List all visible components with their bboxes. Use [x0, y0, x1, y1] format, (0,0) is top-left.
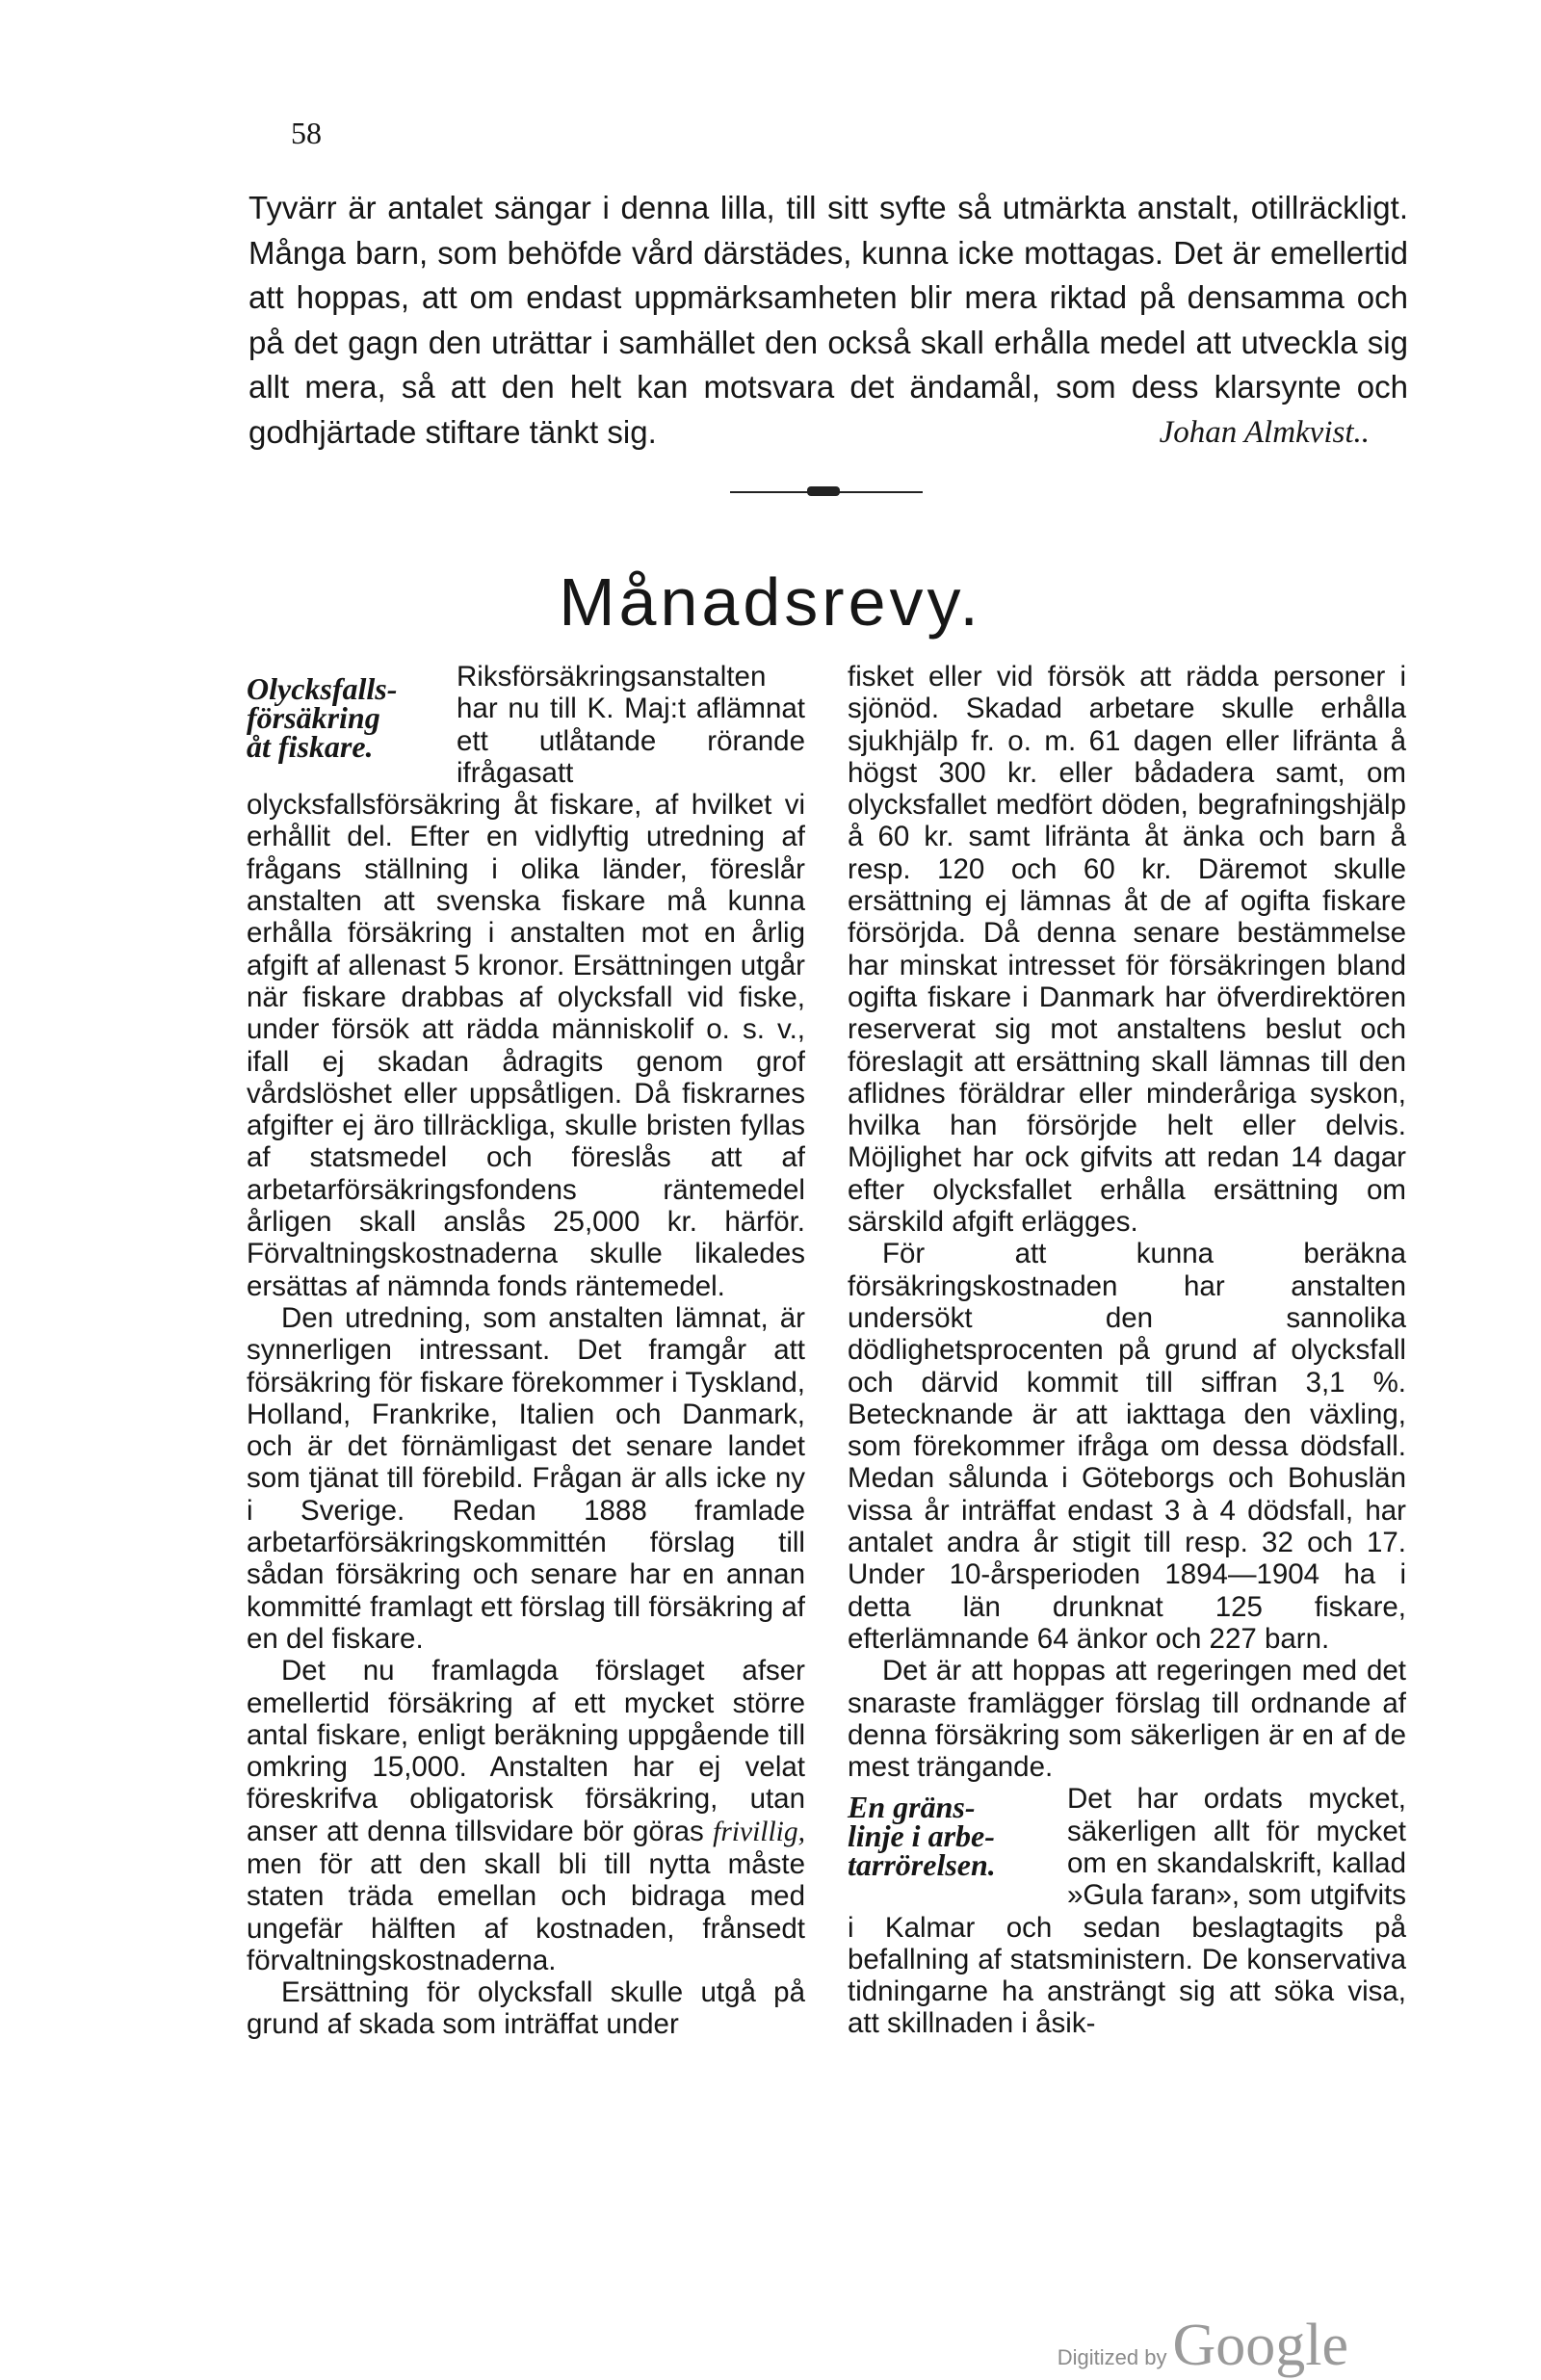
emphasis-text: frivillig, — [713, 1816, 805, 1847]
signature: Johan Almkvist.. — [1159, 415, 1370, 450]
sidenote-line: Olycksfalls- — [247, 671, 398, 706]
paragraph-text: Det nu framlagda förslaget afser emellertid försäkring af ett mycket större antal fiskare, enligt beräkning uppgående till omkring 15,000. Anstalten har ej velat föreskrifva obligatorisk försäkring, utan anser att denna tillsvidare bör göras — [247, 1655, 805, 1847]
section-heading: Månadsrevy. — [559, 564, 982, 640]
watermark-lead: Digitized by — [1057, 2345, 1167, 2369]
sidenote-line: åt fiskare. — [247, 729, 374, 764]
paragraph — [247, 1655, 805, 1976]
google-logo: Google — [1172, 2313, 1348, 2378]
page-number: 58 — [291, 116, 322, 150]
paragraph: Det har ordats mycket, säkerligen allt för mycket om en skandalskrift, kallad »Gula faran», som utgifvits i Kalmar och sedan beslagtagits på befallning af statsministern. De konservativa tidningarne ha ansträngt sig att söka visa, att skillnaden i åsik- — [848, 1783, 1406, 2040]
sidenote-line: En gräns- — [848, 1790, 976, 1825]
paragraph: fisket eller vid försök att rädda personer i sjönöd. Skadad arbetare skulle erhålla sjukhjälp fr. o. m. 61 dagen eller lifränta å högst 300 kr. eller bådadera samt, om olycksfallet medfört döden, begrafningshjälp å 60 kr. samt lifränta åt änka och barn å resp. 120 och 60 kr. Däremot skulle ersättning ej lämnas åt de af ogifta fiskare försörjda. Då denna senare bestämmelse har minskat intresset för försäkringen bland ogifta fiskare i Danmark har öfverdirektören reserverat sig mot anstaltens beslut och föreslagit att ersättning skall lämnas till den aflidnes föräldrar eller minderåriga syskon, hvilka han försörjde helt eller delvis. Möjlighet har ock gifvits att redan 14 dagar efter olycksfallet erhålla ersättning om särskild afgift erlägges. — [848, 661, 1406, 1239]
sidenote-line: linje i arbe- — [848, 1818, 995, 1854]
sidenote-labor-movement — [848, 1790, 1050, 1883]
paragraph: Det är att hoppas att regeringen med det snaraste framlägger förslag till ordnande af denna försäkring som säkerligen är en af de mest trängande. — [848, 1655, 1406, 1784]
sidenote-line: tarrörelsen. — [848, 1847, 996, 1883]
paragraph: Ersättning för olycksfall skulle utgå på grund af skada som inträffat under — [247, 1976, 805, 2041]
paragraph-text: men för att den skall bli till nytta måste staten träda emellan och bidraga med ungefär hälften af kostnaden, frånsedt förvaltningskostnaderna. — [247, 1847, 805, 1976]
sidenote-line: försäkring — [247, 700, 380, 735]
paragraph: Den utredning, som anstalten lämnat, är synnerligen intressant. Det framgår att försäkring för fiskare förekommer i Tyskland, Holland, Frankrike, Italien och Danmark, och är det förnämligast det senare landet som tjänat till förebild. Frågan är alls icke ny i Sverige. Redan 1888 framlade arbetarförsäkringskommittén förslag till sådan försäkring och senare har en annan kommitté framlagt ett förslag till försäkring af en del fiskare. — [247, 1301, 805, 1655]
intro-paragraph — [248, 186, 1408, 456]
section-divider-ornament — [807, 486, 840, 496]
paragraph: För att kunna beräkna försäkringskostnaden har anstalten undersökt den sannolika dödlighetsprocenten på grund af olycksfall och därvid kommit till siffran 3,1 %. Betecknande är att iakttaga den växling, som förekommer ifråga om dessa dödsfall. Medan sålunda i Göteborgs och Bohuslän vissa år inträffat endast 3 à 4 dödsfall, har antalet andra år stigit till resp. 32 och 17. Under 10-årsperioden 1894—1904 ha i detta län drunknat 125 fiskare, efterlämnande 64 änkor och 227 barn. — [848, 1238, 1406, 1655]
left-column — [247, 661, 805, 2041]
right-column — [848, 661, 1406, 2040]
intro-text: Tyvärr är antalet sängar i denna lilla, till sitt syfte så utmärkta anstalt, otillräckligt. Många barn, som behöfde vård därstädes, kunna icke mottagas. Det är emellertid att hoppas, att om endast uppmärksamheten blir mera riktad på densamma och på det gagn den uträttar i samhället den också skall erhålla medel att utveckla sig allt mera, så att den helt kan motsvara det ändamål, som dess klarsynte och godhjärtade stiftare tänkt sig. — [248, 190, 1408, 450]
paragraph: Riksförsäkringsanstalten har nu till K. Maj:t aflämnat ett utlåtande rörande ifrågasatt olycksfallsförsäkring åt fiskare, af hvilket vi erhållit del. Efter en vidlyftig utredning af frågans ställning i olika länder, föreslår anstalten att svenska fiskare må kunna erhålla försäkring i anstalten mot en årlig afgift af allenast 5 kronor. Ersättningen utgår när fiskare drabbas af olycksfall vid fiske, under försök att rädda människolif o. s. v., ifall ej skadan ådragits genom grof vårdslöshet eller uppsåtligen. Då fiskrarnes afgifter ej äro tillräckliga, skulle bristen fyllas af statsmedel och föreslås att af arbetarförsäkringsfondens räntemedel årligen skall anslås 25,000 kr. härför. Förvaltningskostnaderna skulle likaledes ersättas af nämnda fonds räntemedel. — [247, 661, 805, 1302]
sidenote-fishermen-insurance — [247, 671, 439, 764]
digitized-watermark — [1058, 2312, 1348, 2380]
